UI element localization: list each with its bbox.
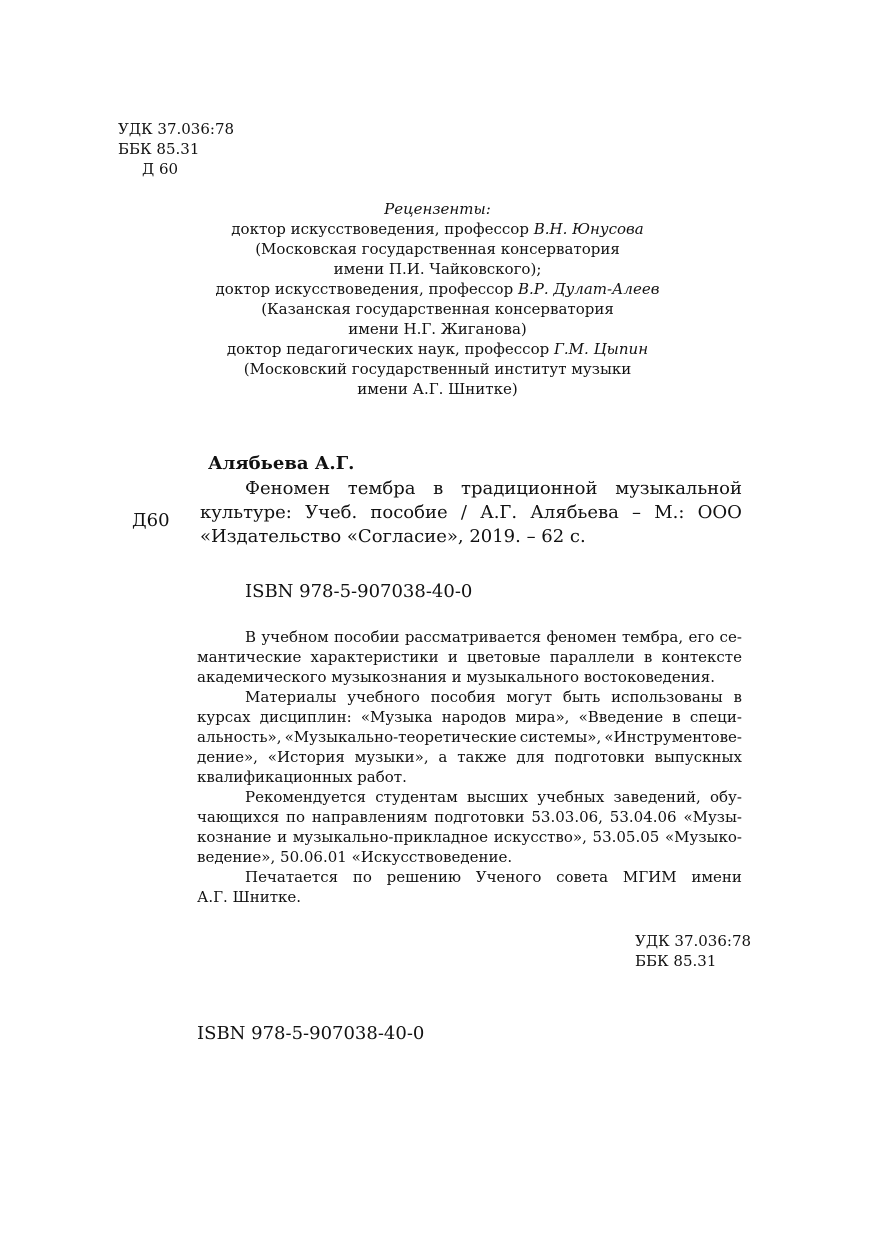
bib-line-3: «Издательство «Согласие», 2019. – 62 с.	[200, 526, 586, 547]
word: а	[438, 748, 448, 766]
abstract-line	[197, 807, 742, 827]
abstract-line	[197, 747, 742, 767]
word: Материалы	[245, 688, 337, 706]
reviewer-3-org: (Московский государственный институт музыки	[243, 360, 632, 378]
reviewer-1: доктор искусствоведения, профессор В.Н. Юнусова	[231, 220, 644, 238]
word: имени	[691, 868, 742, 886]
word: по	[286, 808, 306, 826]
word: дение»,	[197, 748, 258, 766]
reviewer-1-org: (Московская государственная консерватория	[255, 240, 620, 258]
word: пособии	[334, 628, 400, 646]
word: и	[447, 648, 458, 666]
author-mark: Д 60	[142, 160, 179, 178]
word: –	[632, 502, 642, 523]
word: 53.03.06,	[531, 808, 603, 826]
word: пособия	[430, 688, 496, 706]
word: феномен	[546, 628, 617, 646]
word: народов	[441, 708, 507, 726]
abstract	[197, 627, 742, 907]
word: кознание	[197, 828, 272, 846]
word: его	[688, 628, 715, 646]
word: обу-	[710, 788, 742, 806]
word: Печатается	[245, 868, 339, 886]
word: Алябьева	[530, 502, 619, 523]
word: искусство»,	[493, 828, 587, 846]
word: альность»,	[197, 728, 282, 746]
word: Учеб.	[305, 502, 358, 523]
udk-code: УДК 37.036:78	[118, 120, 235, 138]
word: учебных	[537, 788, 605, 806]
word: тембра	[347, 478, 416, 499]
classification-codes	[118, 119, 234, 179]
word: совета	[556, 868, 609, 886]
word: 53.04.06	[609, 808, 677, 826]
word: Рекомендуется	[245, 788, 367, 806]
bibliographic-description	[200, 477, 742, 549]
abstract-line	[197, 707, 742, 727]
catalog-author: Алябьева А.Г.	[208, 453, 355, 474]
word: характеристики	[310, 648, 439, 666]
word: учебном	[261, 628, 329, 646]
word: МГИМ	[622, 868, 677, 886]
word: для	[516, 748, 545, 766]
word: Ученого	[475, 868, 542, 886]
reviewer-2-org-2: имени Н.Г. Жиганова)	[348, 320, 527, 338]
word: М.:	[654, 502, 685, 523]
word: се-	[719, 628, 742, 646]
word: в	[643, 648, 653, 666]
reviewer-2: доктор искусствоведения, профессор В.Р. Дулат-Алеев	[215, 280, 660, 298]
isbn: ISBN 978-5-907038-40-0	[245, 581, 473, 602]
abstract-line	[197, 867, 742, 887]
word: и	[277, 828, 288, 846]
word: направлениям	[311, 808, 428, 826]
word: системы»,	[519, 728, 602, 746]
word: ООО	[697, 502, 742, 523]
abstract-line: квалификационных работ.	[197, 768, 407, 786]
word: решению	[386, 868, 462, 886]
catalog-code: Д60	[132, 510, 170, 531]
abstract-line	[197, 687, 742, 707]
abstract-line: ведение», 50.06.01 «Искусствоведение.	[197, 848, 513, 866]
word: могут	[506, 688, 553, 706]
abstract-line	[197, 627, 742, 647]
word: культуре:	[200, 502, 292, 523]
word: мантические	[197, 648, 302, 666]
word: параллели	[549, 648, 635, 666]
word: «Введение	[578, 708, 664, 726]
word: курсах	[197, 708, 251, 726]
word: заведений,	[613, 788, 701, 806]
word: /	[460, 502, 467, 523]
abstract-line	[197, 727, 742, 747]
word: «Музыка	[360, 708, 433, 726]
abstract-line	[197, 647, 742, 667]
word: пособие	[370, 502, 448, 523]
word: использованы	[611, 688, 723, 706]
word: «История	[267, 748, 345, 766]
word: в	[733, 688, 742, 706]
word: по	[352, 868, 372, 886]
word: в	[433, 478, 444, 499]
word: В	[245, 628, 257, 646]
footer-bbk: ББК 85.31	[635, 952, 717, 970]
reviewer-3-org-2: имени А.Г. Шнитке)	[357, 380, 518, 398]
word: в	[672, 708, 681, 726]
word: высших	[466, 788, 529, 806]
word: 53.05.05	[592, 828, 660, 846]
word: дисциплин:	[259, 708, 352, 726]
reviewer-1-org-2: имени П.И. Чайковского);	[333, 260, 542, 278]
word: контексте	[661, 648, 742, 666]
reviewer-3: доктор педагогических наук, профессор Г.М. Цыпин	[226, 340, 649, 358]
word: чающихся	[197, 808, 280, 826]
word: тембра,	[621, 628, 684, 646]
word: «Музыко-	[665, 828, 742, 846]
footer-codes	[635, 931, 751, 971]
reviewers-block	[150, 199, 725, 399]
word: Феномен	[245, 478, 331, 499]
word: А.Г.	[480, 502, 518, 523]
abstract-line	[197, 827, 742, 847]
word: «Музыкально-теоретические	[284, 728, 517, 746]
bib-line-2	[200, 501, 742, 525]
abstract-line: академического музыкознания и музыкального востоковедения.	[197, 668, 716, 686]
word: подготовки	[554, 748, 645, 766]
word: «Музы-	[683, 808, 742, 826]
word: музыки»,	[354, 748, 429, 766]
word: быть	[562, 688, 601, 706]
word: выпускных	[654, 748, 742, 766]
word: музыкально-прикладное	[292, 828, 489, 846]
word: студентам	[375, 788, 458, 806]
word: «Инструментове-	[604, 728, 742, 746]
bbk-code: ББК 85.31	[118, 140, 200, 158]
bib-line-1	[200, 477, 742, 501]
word: музыкальной	[615, 478, 742, 499]
word: также	[457, 748, 507, 766]
abstract-line	[197, 787, 742, 807]
footer-udk: УДК 37.036:78	[635, 932, 752, 950]
word: специ-	[689, 708, 742, 726]
word: мира»,	[515, 708, 570, 726]
word: учебного	[347, 688, 420, 706]
word: цветовые	[467, 648, 541, 666]
footer-isbn: ISBN 978-5-907038-40-0	[197, 1023, 425, 1044]
abstract-line: А.Г. Шнитке.	[197, 888, 302, 906]
reviewer-2-org: (Казанская государственная консерватория	[261, 300, 614, 318]
word: рассматривается	[404, 628, 542, 646]
word: подготовки	[434, 808, 525, 826]
word: традиционной	[460, 478, 598, 499]
reviewers-heading: Рецензенты:	[384, 200, 491, 218]
